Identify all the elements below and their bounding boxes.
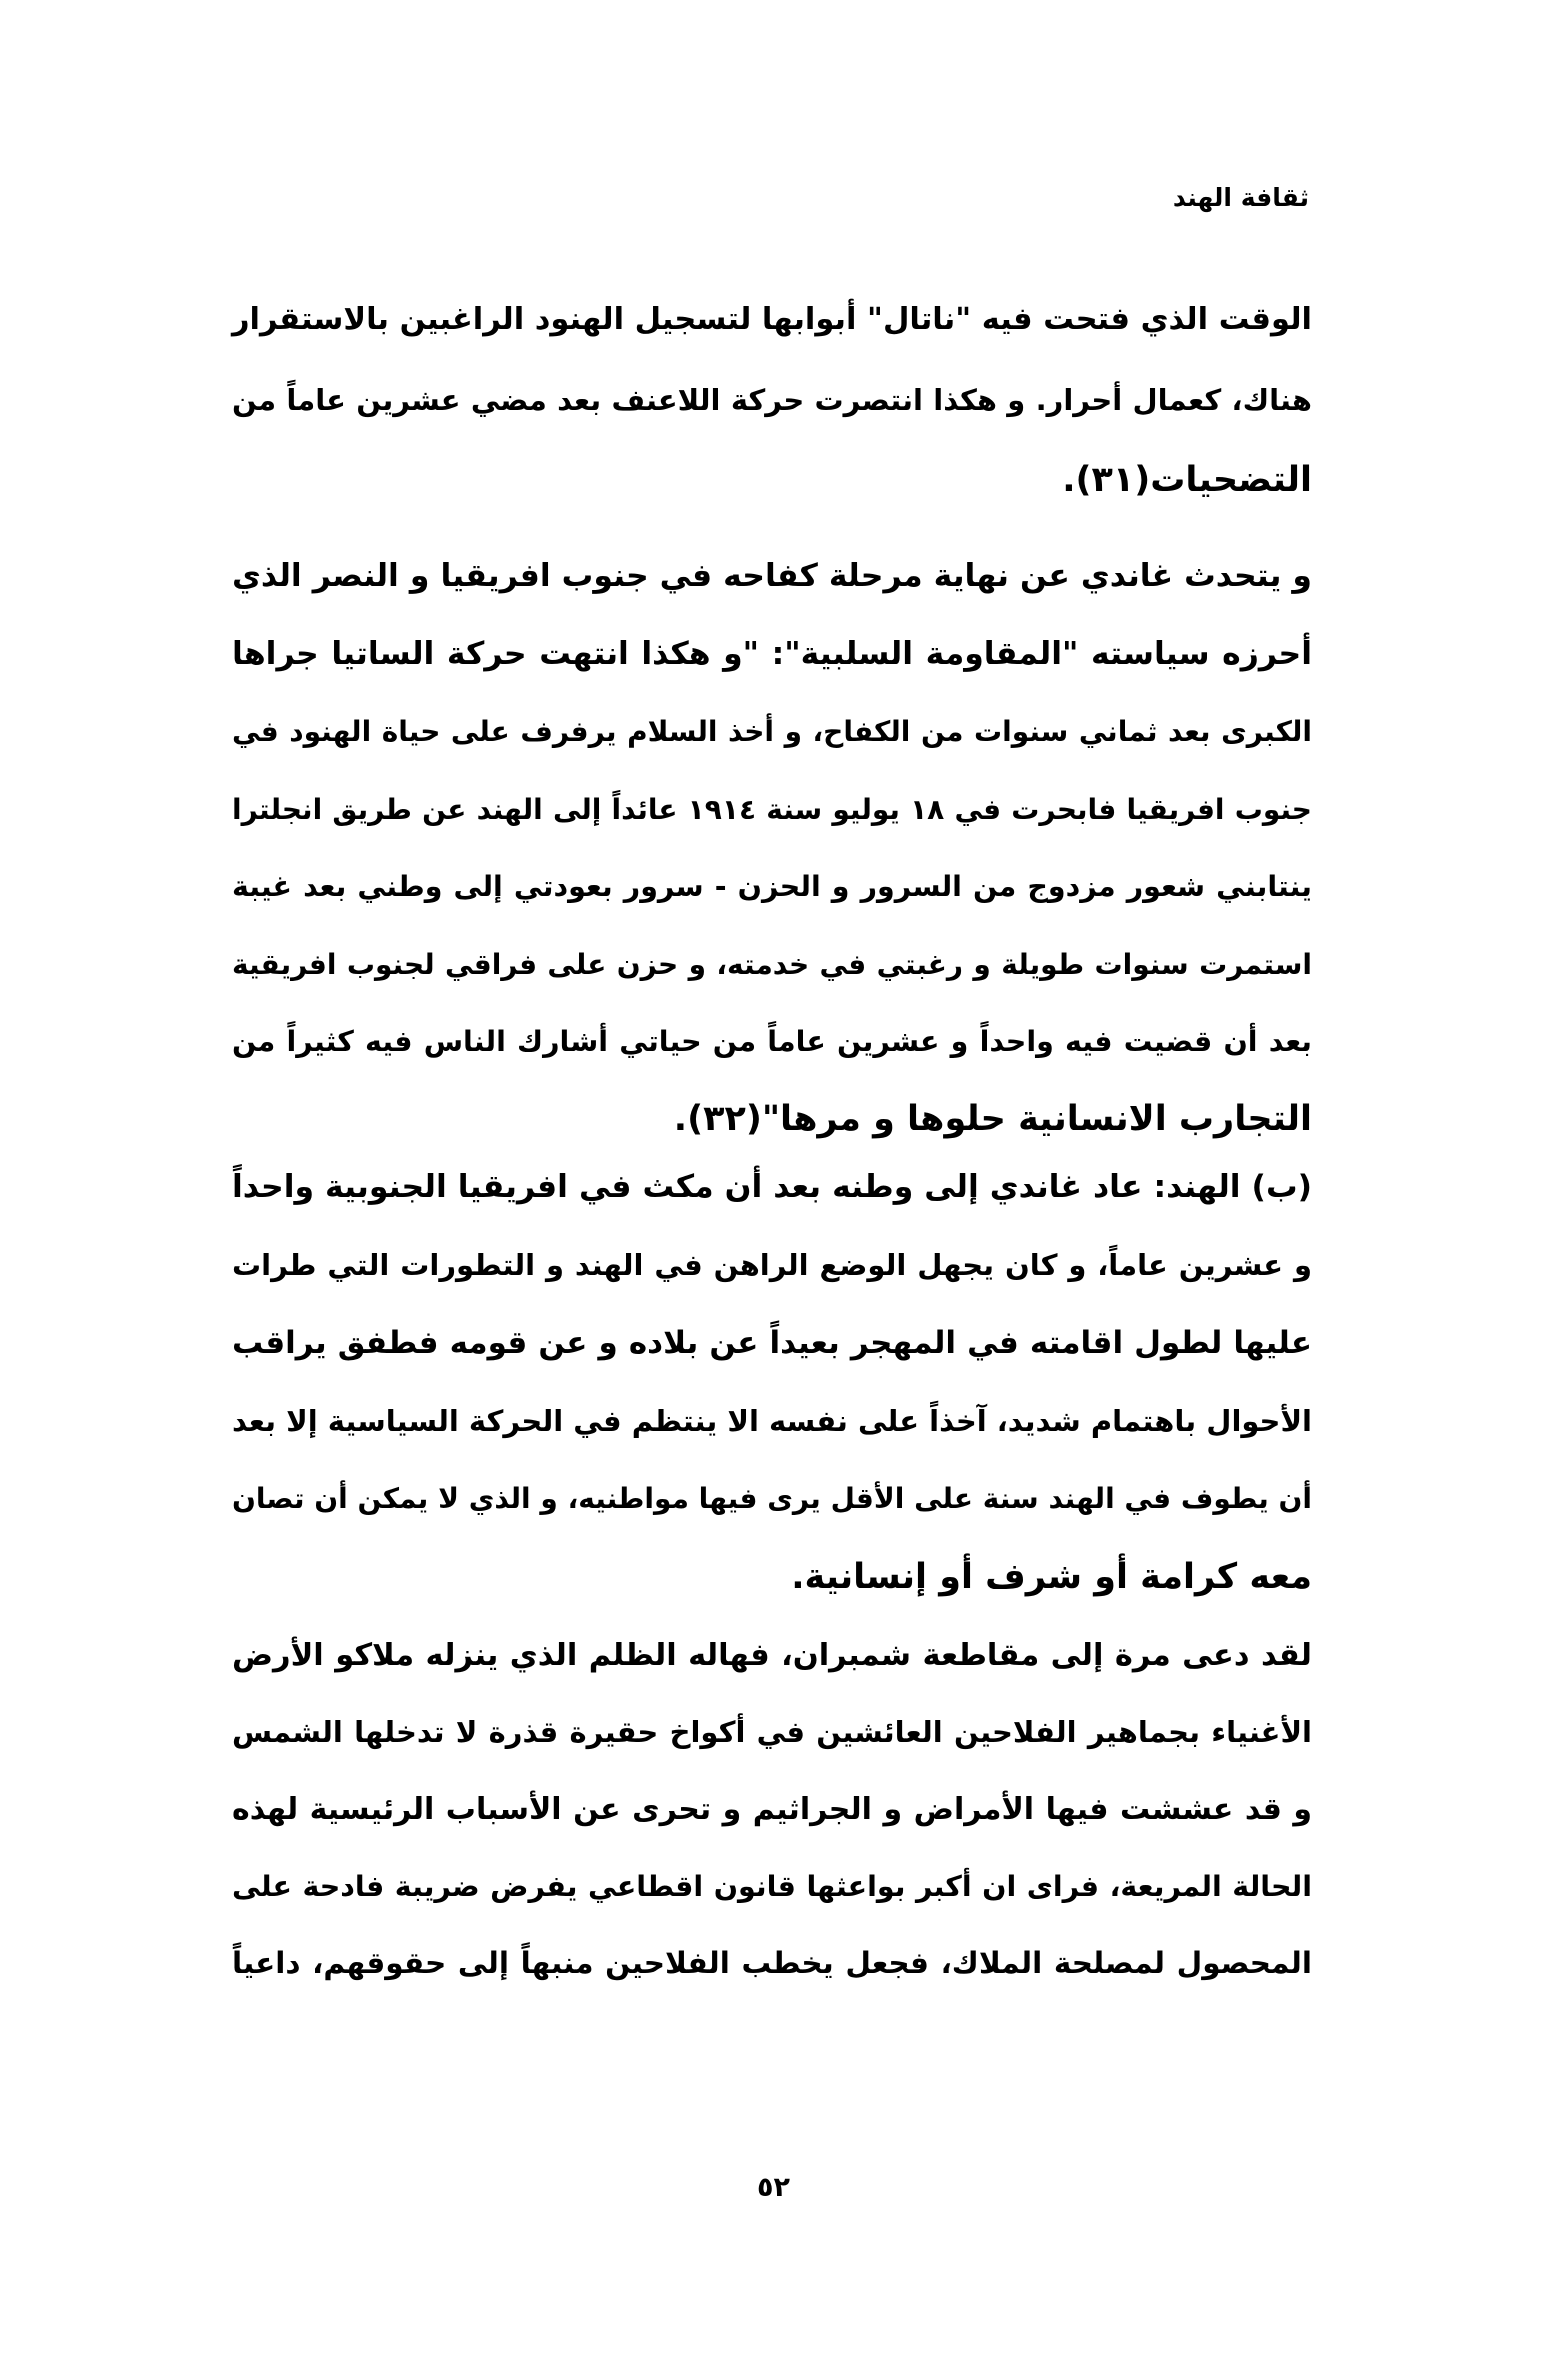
text-line-content: عاد غاندي إلى وطنه بعد أن مكث في افريقيا الجنوبية واحداً bbox=[232, 1169, 1143, 1205]
text-line: أحرزه سياسته "المقاومة السلبية": "و هكذا انتهت حركة الساتيا جراها bbox=[232, 635, 1312, 672]
running-header: ثقافة الهند bbox=[1172, 183, 1309, 212]
text-line: هناك، كعمال أحرار. و هكذا انتصرت حركة اللاعنف بعد مضي عشرين عاماً من bbox=[232, 383, 1312, 417]
text-line: الكبرى بعد ثماني سنوات من الكفاح، و أخذ السلام يرفرف على حياة الهنود في bbox=[232, 715, 1312, 748]
text-line: عليها لطول اقامته في المهجر بعيداً عن بلاده و عن قومه فطفق يراقب bbox=[232, 1325, 1312, 1361]
text-line: المحصول لمصلحة الملاك، فجعل يخطب الفلاحين منبهاً إلى حقوقهم، داعياً bbox=[232, 1946, 1312, 1980]
text-line: استمرت سنوات طويلة و رغبتي في خدمته، و حزن على فراقي لجنوب افريقية bbox=[232, 947, 1312, 981]
text-line: التجارب الانسانية حلوها و مرها"(٣٢). bbox=[673, 1098, 1312, 1139]
page-number: ٥٢ bbox=[757, 2172, 790, 2203]
text-line: التضحيات(٣١). bbox=[1062, 460, 1312, 500]
text-line: الأغنياء بجماهير الفلاحين العائشين في أكواخ حقيرة قذرة لا تدخلها الشمس bbox=[232, 1715, 1312, 1749]
text-line: الأحوال باهتمام شديد، آخذاً على نفسه الا ينتظم في الحركة السياسية إلا بعد bbox=[232, 1404, 1312, 1438]
paragraph-4 bbox=[232, 1617, 1312, 2002]
text-line bbox=[232, 1148, 1312, 1226]
text-line: الحالة المريعة، فراى ان أكبر بواعثها قانون اقطاعي يفرض ضريبة فادحة على bbox=[232, 1870, 1312, 1903]
text-line: بعد أن قضيت فيه واحداً و عشرين عاماً من حياتي أشارك الناس فيه كثيراً من bbox=[232, 1025, 1312, 1058]
paragraph-1 bbox=[232, 280, 1312, 520]
text-line: جنوب افريقيا فابحرت في ١٨ يوليو سنة ١٩١٤ عائداً إلى الهند عن طريق انجلترا bbox=[232, 792, 1312, 826]
section-heading: (ب) الهند: bbox=[1153, 1169, 1313, 1205]
paragraph-3 bbox=[232, 1148, 1312, 1616]
text-line: ينتابني شعور مزدوج من السرور و الحزن - سرور بعودتي إلى وطني بعد غيبة bbox=[232, 870, 1312, 903]
paragraph-2 bbox=[232, 538, 1312, 1158]
text-line: معه كرامة أو شرف أو إنسانية. bbox=[791, 1557, 1312, 1597]
text-line: و قد عششت فيها الأمراض و الجراثيم و تحرى عن الأسباب الرئيسية لهذه bbox=[232, 1792, 1312, 1827]
text-line: أن يطوف في الهند سنة على الأقل يرى فيها مواطنيه، و الذي لا يمكن أن تصان bbox=[232, 1482, 1312, 1515]
text-line: و يتحدث غاندي عن نهاية مرحلة كفاحه في جنوب افريقيا و النصر الذي bbox=[232, 558, 1312, 594]
text-line: لقد دعى مرة إلى مقاطعة شمبران، فهاله الظلم الذي ينزله ملاكو الأرض bbox=[232, 1638, 1312, 1673]
text-line: الوقت الذي فتحت فيه "ناتال" أبوابها لتسجيل الهنود الراغبين بالاستقرار bbox=[232, 302, 1312, 337]
text-line: و عشرين عاماً، و كان يجهل الوضع الراهن في الهند و التطورات التي طرات bbox=[232, 1248, 1312, 1282]
